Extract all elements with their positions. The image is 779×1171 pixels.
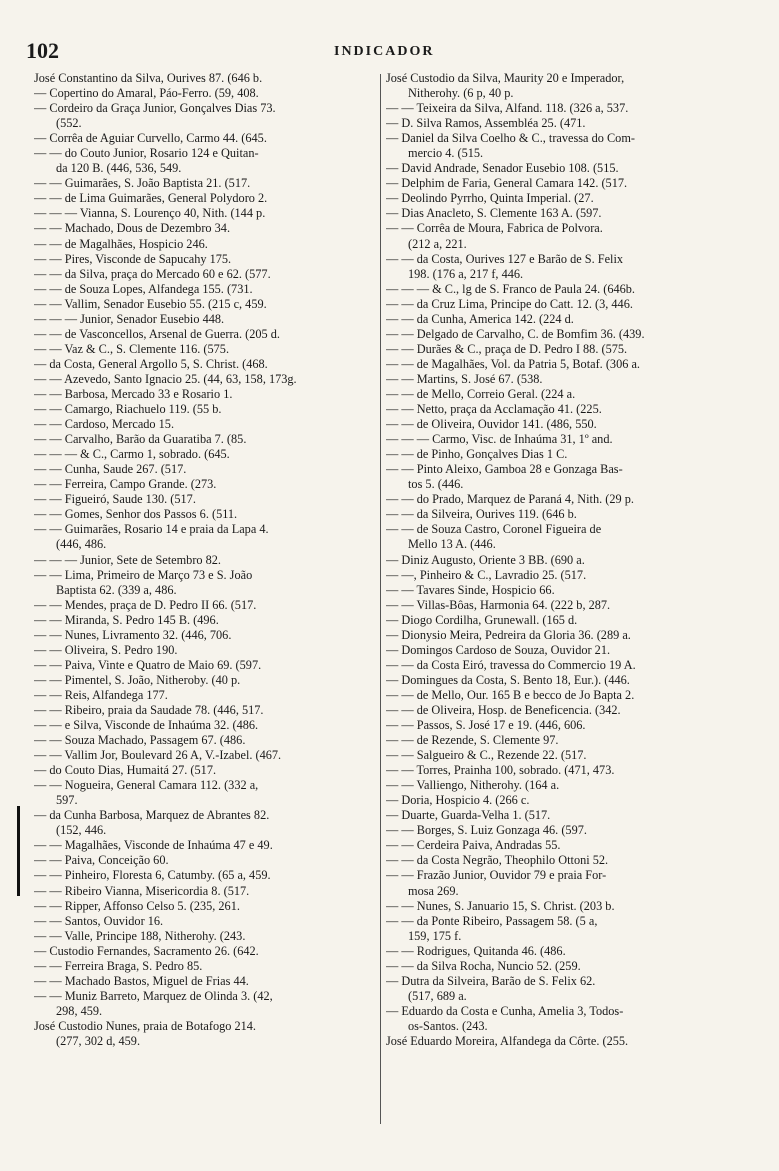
directory-entry-line: — — e Silva, Visconde de Inhaúma 32. (486.	[34, 718, 259, 733]
directory-entry-line: — — — Junior, Senador Eusebio 448.	[34, 311, 225, 326]
directory-entry-line: (212 a, 221.	[408, 236, 467, 251]
directory-entry-line: — Dionysio Meira, Pedreira da Gloria 36. (289 a.	[386, 627, 631, 642]
directory-entry-line: — — de Magalhães, Vol. da Patria 5, Botaf. (306 a.	[386, 356, 640, 371]
directory-entry-line: Nitherohy. (6 p, 40 p.	[408, 86, 514, 101]
directory-entry-line: — — Ribeiro, praia da Saudade 78. (446, 517.	[34, 702, 264, 717]
directory-entry-line: — — Paiva, Vinte e Quatro de Maio 69. (597.	[34, 657, 262, 672]
directory-entry-line: 159, 175 f.	[408, 928, 462, 943]
directory-entry-line: — — Frazão Junior, Ouvidor 79 e praia For-	[386, 868, 607, 883]
directory-entry-line: — — Souza Machado, Passagem 67. (486.	[34, 733, 246, 748]
directory-entry-line: — — Paiva, Conceição 60.	[34, 853, 169, 868]
directory-entry-line: José Custodio Nunes, praia de Botafogo 214.	[34, 1018, 256, 1033]
directory-entry-line: — — da Cruz Lima, Principe do Catt. 12. (3, 446.	[386, 296, 633, 311]
directory-entry-line: — Daniel da Silva Coelho & C., travessa do Com-	[386, 131, 635, 146]
directory-entry-line: — — Machado, Dous de Dezembro 34.	[34, 221, 231, 236]
directory-entry-line: — — Figueiró, Saude 130. (517.	[34, 492, 196, 507]
directory-entry-line: 597.	[56, 793, 78, 808]
directory-entry-line: — — Delgado de Carvalho, C. de Bomfim 36. (439.	[386, 326, 645, 341]
directory-entry-line: — — Barbosa, Mercado 33 e Rosario 1.	[34, 386, 233, 401]
directory-entry-line: — — Villas-Bôas, Harmonia 64. (222 b, 287.	[386, 597, 611, 612]
column-divider	[380, 74, 381, 1124]
directory-entry-line: — — Cunha, Saude 267. (517.	[34, 462, 187, 477]
directory-entry-line: — — Oliveira, S. Pedro 190.	[34, 642, 178, 657]
directory-entry-line: — — Ribeiro Vianna, Misericordia 8. (517.	[34, 883, 250, 898]
directory-entry-line: — — Vallim Jor, Boulevard 26 A, V.-Izabel. (467.	[34, 748, 282, 763]
directory-entry-line: — — da Costa Negrão, Theophilo Ottoni 52.	[386, 853, 609, 868]
directory-entry-line: (152, 446.	[56, 823, 107, 838]
left-column	[34, 71, 376, 1049]
directory-entry-line: (446, 486.	[56, 537, 107, 552]
directory-entry-line: — — de Vasconcellos, Arsenal de Guerra. (205 d.	[34, 326, 280, 341]
directory-entry-line: mosa 269.	[408, 883, 459, 898]
directory-entry-line: — — de Oliveira, Hosp. de Beneficencia. (342.	[386, 702, 621, 717]
directory-entry-line: tos 5. (446.	[408, 477, 464, 492]
directory-entry-line: — do Couto Dias, Humaitá 27. (517.	[34, 763, 217, 778]
directory-entry-line: — Duarte, Guarda-Velha 1. (517.	[386, 808, 551, 823]
directory-entry-line: — Diogo Cordilha, Grunewall. (165 d.	[386, 612, 578, 627]
directory-entry-line: — — Ripper, Affonso Celso 5. (235, 261.	[34, 898, 240, 913]
directory-entry-line: — — Passos, S. José 17 e 19. (446, 606.	[386, 718, 586, 733]
directory-entry-line: — — do Couto Junior, Rosario 124 e Quitan-	[34, 146, 259, 161]
directory-entry-line: — — Netto, praça da Acclamação 41. (225.	[386, 402, 602, 417]
directory-entry-line: — — de Mello, Our. 165 B e becco de Jo Bapta 2.	[386, 687, 635, 702]
directory-entry-line: José Custodio da Silva, Maurity 20 e Imperador,	[386, 71, 625, 85]
directory-entry-line: — — de Rezende, S. Clemente 97.	[386, 733, 559, 748]
directory-entry-line: — —, Pinheiro & C., Lavradio 25. (517.	[386, 567, 587, 582]
directory-entry-line: — — Pinheiro, Floresta 6, Catumby. (65 a, 459.	[34, 868, 271, 883]
directory-entry-line: — — — Carmo, Visc. de Inhaúma 31, 1º and.	[386, 432, 613, 447]
directory-entry-line: (552.	[56, 116, 82, 131]
directory-entry-line: — Domingues da Costa, S. Bento 18, Eur.). (446.	[386, 672, 630, 687]
directory-entry-line: — — Tavares Sinde, Hospicio 66.	[386, 582, 555, 597]
directory-entry-line: — — Cardoso, Mercado 15.	[34, 417, 175, 432]
directory-entry-line: mercio 4. (515.	[408, 146, 484, 161]
directory-entry-line: — — Ferreira, Campo Grande. (273.	[34, 477, 217, 492]
directory-entry-line: — — da Costa Eiró, travessa do Commercio 19 A.	[386, 657, 636, 672]
right-column	[386, 71, 754, 1049]
directory-entry-line: — da Cunha Barbosa, Marquez de Abrantes 82.	[34, 808, 270, 823]
directory-entry-line: — — Nunes, S. Januario 15, S. Christ. (203 b.	[386, 898, 615, 913]
page-number: 102	[26, 38, 59, 63]
directory-entry-line: — — Borges, S. Luiz Gonzaga 46. (597.	[386, 823, 587, 838]
margin-mark	[17, 806, 20, 896]
directory-entry-line: — — de Lima Guimarães, General Polydoro 2.	[34, 191, 268, 206]
directory-entry-line: — — Nunes, Livramento 32. (446, 706.	[34, 627, 232, 642]
directory-entry-line: — — Magalhães, Visconde de Inhaúma 47 e 49.	[34, 838, 273, 853]
directory-entry-line: — — Vaz & C., S. Clemente 116. (575.	[34, 341, 230, 356]
directory-entry-line: — — da Silveira, Ourives 119. (646 b.	[386, 507, 577, 522]
directory-entry-line: — — Durães & C., praça de D. Pedro I 88. (575.	[386, 341, 628, 356]
directory-entry-line: — — Muniz Barreto, Marquez de Olinda 3. (42,	[34, 988, 273, 1003]
directory-entry-line: — — de Oliveira, Ouvidor 141. (486, 550.	[386, 417, 597, 432]
directory-entry-line: — — Lima, Primeiro de Março 73 e S. João	[34, 567, 253, 582]
directory-entry-line: José Eduardo Moreira, Alfandega da Côrte. (255.	[386, 1034, 629, 1048]
directory-entry-line: — — Torres, Prainha 100, sobrado. (471, 473.	[386, 763, 615, 778]
directory-entry-line: — — Machado Bastos, Miguel de Frias 44.	[34, 973, 249, 988]
directory-entry-line: — — de Souza Castro, Coronel Figueira de	[386, 522, 602, 537]
directory-entry-line: — — Guimarães, S. João Baptista 21. (517.	[34, 176, 251, 191]
directory-entry-line: — — da Silva, praça do Mercado 60 e 62. (577.	[34, 266, 271, 281]
directory-entry-line: — — de Magalhães, Hospicio 246.	[34, 236, 208, 251]
directory-entry-line: — — Cerdeira Paiva, Andradas 55.	[386, 838, 561, 853]
directory-entry-line: — Eduardo da Costa e Cunha, Amelia 3, Todos-	[386, 1003, 624, 1018]
directory-entry-line: — — de Pinho, Gonçalves Dias 1 C.	[386, 447, 568, 462]
directory-entry-line: — — de Mello, Correio Geral. (224 a.	[386, 386, 576, 401]
directory-entry-line: — — Corrêa de Moura, Fabrica de Polvora.	[386, 221, 603, 236]
directory-entry-line: — Dutra da Silveira, Barão de S. Felix 62.	[386, 973, 596, 988]
directory-entry-line: (277, 302 d, 459.	[56, 1034, 141, 1048]
directory-entry-line: — — Pires, Visconde de Sapucahy 175.	[34, 251, 232, 266]
directory-entry-line: — — de Souza Lopes, Alfandega 155. (731.	[34, 281, 253, 296]
directory-entry-line: — Deolindo Pyrrho, Quinta Imperial. (27.	[386, 191, 594, 206]
directory-entry-line: — — Mendes, praça de D. Pedro II 66. (517.	[34, 597, 257, 612]
directory-entry-line: — Custodio Fernandes, Sacramento 26. (642.	[34, 943, 259, 958]
directory-entry-line: — Delphim de Faria, General Camara 142. (517.	[386, 176, 628, 191]
directory-entry-line: — — da Cunha, America 142. (224 d.	[386, 311, 574, 326]
directory-entry-line: José Constantino da Silva, Ourives 87. (646 b.	[34, 71, 263, 85]
directory-entry-line: — Diniz Augusto, Oriente 3 BB. (690 a.	[386, 552, 585, 567]
directory-entry-line: — — Pimentel, S. João, Nitheroby. (40 p.	[34, 672, 241, 687]
running-title: INDICADOR	[334, 44, 435, 59]
directory-entry-line: — — Camargo, Riachuelo 119. (55 b.	[34, 402, 222, 417]
directory-entry-line: — — Valliengo, Nitherohy. (164 a.	[386, 778, 560, 793]
directory-entry-line: — — Nogueira, General Camara 112. (332 a,	[34, 778, 259, 793]
directory-entry-line: — — Ferreira Braga, S. Pedro 85.	[34, 958, 203, 973]
directory-entry-line: — — Azevedo, Santo Ignacio 25. (44, 63, 158, 173g.	[34, 371, 297, 386]
directory-entry-line: Baptista 62. (339 a, 486.	[56, 582, 177, 597]
directory-entry-line: — — da Costa, Ourives 127 e Barão de S. Felix	[386, 251, 624, 266]
directory-entry-line: — da Costa, General Argollo 5, S. Christ. (468.	[34, 356, 268, 371]
directory-entry-line: — — — Junior, Sete de Setembro 82.	[34, 552, 222, 567]
directory-entry-line: os-Santos. (243.	[408, 1018, 488, 1033]
directory-entry-line: — Dias Anacleto, S. Clemente 163 A. (597.	[386, 206, 602, 221]
directory-entry-line: Mello 13 A. (446.	[408, 537, 496, 552]
directory-entry-line: 198. (176 a, 217 f, 446.	[408, 266, 524, 281]
directory-entry-line: — — — & C., Carmo 1, sobrado. (645.	[34, 447, 230, 462]
directory-entry-line: — — Pinto Aleixo, Gamboa 28 e Gonzaga Bas-	[386, 462, 623, 477]
directory-entry-line: da 120 B. (446, 536, 549.	[56, 161, 182, 176]
directory-entry-line: — — — & C., lg de S. Franco de Paula 24. (646b.	[386, 281, 635, 296]
directory-entry-line: — — Miranda, S. Pedro 145 B. (496.	[34, 612, 219, 627]
directory-entry-line: — Copertino do Amaral, Páo-Ferro. (59, 408.	[34, 86, 259, 101]
directory-entry-line: — Corrêa de Aguiar Curvello, Carmo 44. (645.	[34, 131, 267, 146]
directory-entry-line: — — da Ponte Ribeiro, Passagem 58. (5 a,	[386, 913, 598, 928]
directory-entry-line: — Cordeiro da Graça Junior, Gonçalves Dias 73.	[34, 101, 276, 116]
directory-entry-line: — — Vallim, Senador Eusebio 55. (215 c, 459.	[34, 296, 267, 311]
directory-entry-line: — David Andrade, Senador Eusebio 108. (515.	[386, 161, 619, 176]
directory-entry-line: — — Rodrigues, Quitanda 46. (486.	[386, 943, 566, 958]
directory-entry-line: — — Teixeira da Silva, Alfand. 118. (326 a, 537.	[386, 101, 629, 116]
directory-entry-line: — — Gomes, Senhor dos Passos 6. (511.	[34, 507, 238, 522]
directory-entry-line: — — Guimarães, Rosario 14 e praia da Lapa 4.	[34, 522, 269, 537]
directory-entry-line: — — da Silva Rocha, Nuncio 52. (259.	[386, 958, 581, 973]
directory-entry-line: — Domingos Cardoso de Souza, Ouvidor 21.	[386, 642, 611, 657]
directory-entry-line: — — Salgueiro & C., Rezende 22. (517.	[386, 748, 587, 763]
directory-entry-line: — — Martins, S. José 67. (538.	[386, 371, 543, 386]
directory-entry-line: (517, 689 a.	[408, 988, 467, 1003]
directory-entry-line: — — Carvalho, Barão da Guaratiba 7. (85.	[34, 432, 247, 447]
directory-entry-line: 298, 459.	[56, 1003, 103, 1018]
directory-entry-line: — — Reis, Alfandega 177.	[34, 687, 168, 702]
directory-entry-line: — D. Silva Ramos, Assembléa 25. (471.	[386, 116, 586, 131]
directory-entry-line: — Doria, Hospicio 4. (266 c.	[386, 793, 530, 808]
directory-entry-line: — — do Prado, Marquez de Paraná 4, Nith. (29 p.	[386, 492, 634, 507]
directory-entry-line: — — — Vianna, S. Lourenço 40, Nith. (144 p.	[34, 206, 266, 221]
directory-entry-line: — — Valle, Principe 188, Nitherohy. (243.	[34, 928, 246, 943]
directory-entry-line: — — Santos, Ouvidor 16.	[34, 913, 164, 928]
